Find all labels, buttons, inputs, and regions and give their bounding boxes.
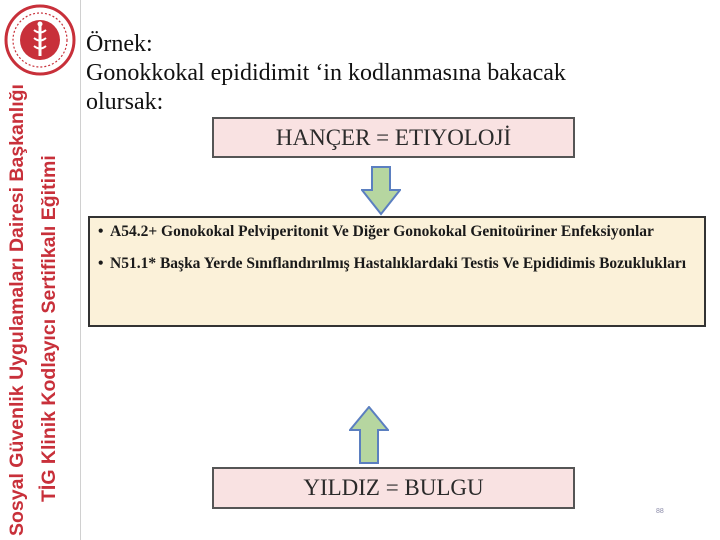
heading-line3: olursak: [86, 89, 164, 115]
etiology-box [212, 117, 575, 158]
manifestation-label: YILDIZ = BULGU [303, 475, 484, 500]
code-item-dagger [98, 222, 694, 242]
code-item-asterisk [98, 254, 694, 274]
down-arrow-icon [361, 166, 401, 216]
ministry-logo [4, 4, 76, 76]
slide-heading [86, 30, 696, 117]
codes-box [88, 216, 706, 327]
bullet: • [98, 255, 104, 272]
sidebar-title-line2: TİG Klinik Kodlayıcı Sertifikalı Eğitimi [38, 155, 60, 502]
up-arrow-icon [349, 406, 389, 464]
page-number: 88 [656, 508, 664, 515]
code-text: N51.1* Başka Yerde Sınıflandırılmış Hastalıklardaki Testis Ve Epididimis Bozuklukları [110, 255, 687, 272]
manifestation-box [212, 467, 575, 509]
sidebar [0, 0, 80, 540]
heading-line1: Örnek: [86, 31, 153, 57]
heading-line2: Gonokkokal epididimit ‘in kodlanmasına bakacak [86, 60, 566, 86]
code-text: A54.2+ Gonokokal Pelviperitonit Ve Diğer Gonokokal Genitoüriner Enfeksiyonlar [110, 223, 654, 240]
sidebar-title-line1: Sosyal Güvenlik Uygulamaları Dairesi Başkanlığı [6, 84, 28, 536]
sidebar-divider [80, 0, 81, 540]
bullet: • [98, 223, 104, 240]
etiology-label: HANÇER = ETIYOLOJİ [275, 124, 512, 150]
